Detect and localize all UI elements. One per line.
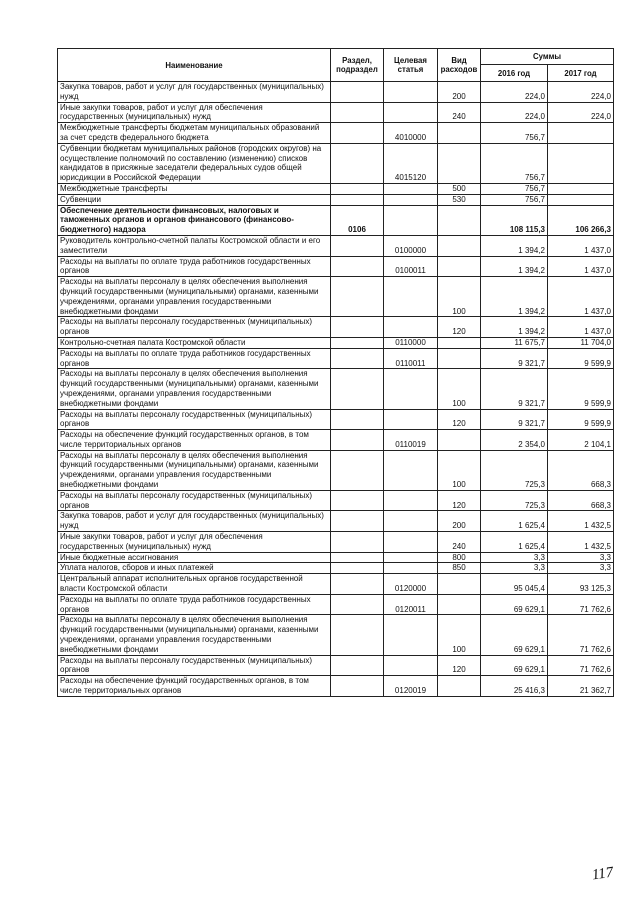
row-2016-cell: 69 629,1 <box>481 655 548 676</box>
row-2017-cell: 11 704,0 <box>548 337 614 348</box>
row-kind-cell <box>438 676 481 697</box>
header-2016: 2016 год <box>481 65 548 82</box>
row-target-cell <box>384 369 438 409</box>
row-name-cell: Иные закупки товаров, работ и услуг для обеспечения государственных (муниципальных) нужд <box>58 532 331 553</box>
row-name-cell: Расходы на выплаты персоналу в целях обеспечения выполнения функций государственными (муниципальными) органами, казенными учреждениями, органами управления государственными внебюджетными фондами <box>58 369 331 409</box>
row-section-cell <box>331 511 384 532</box>
table-row <box>58 511 614 532</box>
table-row <box>58 676 614 697</box>
row-kind-cell: 100 <box>438 615 481 655</box>
row-section-cell <box>331 143 384 183</box>
row-target-cell: 0120019 <box>384 676 438 697</box>
row-kind-cell: 850 <box>438 563 481 574</box>
row-kind-cell: 240 <box>438 102 481 123</box>
row-2016-cell: 1 394,2 <box>481 277 548 317</box>
table-body <box>58 82 614 697</box>
row-kind-cell: 800 <box>438 552 481 563</box>
table-row <box>58 490 614 511</box>
row-2016-cell: 1 394,2 <box>481 235 548 256</box>
row-kind-cell <box>438 256 481 277</box>
row-name-cell: Расходы на выплаты по оплате труда работников государственных органов <box>58 348 331 369</box>
row-2016-cell: 725,3 <box>481 450 548 490</box>
row-2017-cell: 9 599,9 <box>548 369 614 409</box>
row-kind-cell: 100 <box>438 277 481 317</box>
row-name-cell: Иные закупки товаров, работ и услуг для обеспечения государственных (муниципальных) нужд <box>58 102 331 123</box>
table-row <box>58 655 614 676</box>
row-target-cell <box>384 317 438 338</box>
table-row <box>58 594 614 615</box>
row-target-cell: 0110019 <box>384 430 438 451</box>
row-name-cell: Расходы на выплаты персоналу в целях обеспечения выполнения функций государственными (муниципальными) органами, казенными учреждениями, органами управления государственными внебюджетными фондами <box>58 450 331 490</box>
row-target-cell <box>384 183 438 194</box>
row-section-cell <box>331 676 384 697</box>
row-section-cell <box>331 102 384 123</box>
row-2017-cell: 93 125,3 <box>548 574 614 595</box>
row-2017-cell: 668,3 <box>548 450 614 490</box>
row-section-cell <box>331 82 384 103</box>
row-2017-cell: 668,3 <box>548 490 614 511</box>
table-row <box>58 369 614 409</box>
row-name-cell: Расходы на выплаты персоналу государственных (муниципальных) органов <box>58 655 331 676</box>
row-kind-cell <box>438 235 481 256</box>
row-target-cell <box>384 511 438 532</box>
row-section-cell <box>331 277 384 317</box>
row-section-cell <box>331 552 384 563</box>
row-2016-cell: 224,0 <box>481 102 548 123</box>
row-target-cell <box>384 277 438 317</box>
row-name-cell: Межбюджетные трансферты бюджетам муниципальных образований за счет средств федерального бюджета <box>58 123 331 144</box>
row-kind-cell: 500 <box>438 183 481 194</box>
row-2016-cell: 9 321,7 <box>481 369 548 409</box>
header-sums: Суммы <box>481 49 614 65</box>
table-row <box>58 143 614 183</box>
row-kind-cell: 100 <box>438 369 481 409</box>
row-kind-cell <box>438 574 481 595</box>
row-2017-cell: 106 266,3 <box>548 205 614 235</box>
row-section-cell <box>331 123 384 144</box>
row-section-cell <box>331 317 384 338</box>
row-2016-cell: 1 394,2 <box>481 256 548 277</box>
table-row <box>58 277 614 317</box>
row-2017-cell: 1 437,0 <box>548 317 614 338</box>
row-name-cell: Расходы на выплаты персоналу государственных (муниципальных) органов <box>58 317 331 338</box>
row-kind-cell <box>438 205 481 235</box>
row-section-cell <box>331 532 384 553</box>
row-2016-cell: 1 394,2 <box>481 317 548 338</box>
row-target-cell <box>384 450 438 490</box>
row-2017-cell: 9 599,9 <box>548 409 614 430</box>
table-row <box>58 450 614 490</box>
table-row <box>58 123 614 144</box>
header-name: Наименование <box>58 49 331 82</box>
row-name-cell: Межбюджетные трансферты <box>58 183 331 194</box>
row-kind-cell: 200 <box>438 511 481 532</box>
row-name-cell: Закупка товаров, работ и услуг для государственных (муниципальных) нужд <box>58 511 331 532</box>
row-kind-cell: 120 <box>438 409 481 430</box>
row-2016-cell: 1 625,4 <box>481 511 548 532</box>
row-section-cell <box>331 615 384 655</box>
row-2016-cell: 756,7 <box>481 183 548 194</box>
row-2017-cell: 21 362,7 <box>548 676 614 697</box>
row-name-cell: Субвенции бюджетам муниципальных районов (городских округов) на осуществление полномочий по составлению (изменению) списков кандидатов в присяжные заседатели федеральных судов общей юрисдикции в Российской Федерации <box>58 143 331 183</box>
row-target-cell: 0120011 <box>384 594 438 615</box>
row-section-cell <box>331 348 384 369</box>
row-name-cell: Центральный аппарат исполнительных органов государственной власти Костромской области <box>58 574 331 595</box>
row-target-cell <box>384 615 438 655</box>
row-target-cell <box>384 82 438 103</box>
row-2016-cell: 3,3 <box>481 552 548 563</box>
row-2016-cell: 11 675,7 <box>481 337 548 348</box>
row-section-cell <box>331 183 384 194</box>
row-2017-cell: 2 104,1 <box>548 430 614 451</box>
row-2017-cell <box>548 123 614 144</box>
row-section-cell <box>331 594 384 615</box>
row-name-cell: Субвенции <box>58 194 331 205</box>
row-kind-cell <box>438 348 481 369</box>
row-kind-cell: 120 <box>438 655 481 676</box>
row-name-cell: Иные бюджетные ассигнования <box>58 552 331 563</box>
row-name-cell: Контрольно-счетная палата Костромской области <box>58 337 331 348</box>
row-2016-cell: 756,7 <box>481 194 548 205</box>
row-target-cell: 0100000 <box>384 235 438 256</box>
row-2016-cell: 756,7 <box>481 123 548 144</box>
row-section-cell: 0106 <box>331 205 384 235</box>
row-target-cell <box>384 490 438 511</box>
row-2017-cell: 71 762,6 <box>548 594 614 615</box>
table-row <box>58 615 614 655</box>
table-row <box>58 532 614 553</box>
row-2016-cell: 69 629,1 <box>481 594 548 615</box>
page-number: 117 <box>590 864 615 884</box>
row-kind-cell <box>438 594 481 615</box>
row-2017-cell: 1 437,0 <box>548 256 614 277</box>
row-kind-cell: 100 <box>438 450 481 490</box>
row-kind-cell: 120 <box>438 317 481 338</box>
table-row <box>58 574 614 595</box>
row-target-cell <box>384 655 438 676</box>
row-section-cell <box>331 194 384 205</box>
row-kind-cell: 530 <box>438 194 481 205</box>
row-kind-cell: 120 <box>438 490 481 511</box>
row-2017-cell: 1 437,0 <box>548 235 614 256</box>
row-kind-cell: 240 <box>438 532 481 553</box>
row-2016-cell: 2 354,0 <box>481 430 548 451</box>
table-row <box>58 563 614 574</box>
row-2017-cell: 1 432,5 <box>548 532 614 553</box>
budget-table <box>57 48 614 697</box>
row-name-cell: Расходы на выплаты персоналу государственных (муниципальных) органов <box>58 409 331 430</box>
row-2016-cell: 224,0 <box>481 82 548 103</box>
row-2016-cell: 25 416,3 <box>481 676 548 697</box>
row-2016-cell: 108 115,3 <box>481 205 548 235</box>
row-name-cell: Расходы на выплаты по оплате труда работников государственных органов <box>58 256 331 277</box>
row-target-cell <box>384 563 438 574</box>
table-row <box>58 183 614 194</box>
row-2017-cell: 9 599,9 <box>548 348 614 369</box>
row-2017-cell <box>548 183 614 194</box>
row-section-cell <box>331 563 384 574</box>
row-2016-cell: 1 625,4 <box>481 532 548 553</box>
row-2017-cell: 71 762,6 <box>548 615 614 655</box>
row-section-cell <box>331 430 384 451</box>
row-2017-cell: 3,3 <box>548 552 614 563</box>
row-name-cell: Расходы на выплаты персоналу государственных (муниципальных) органов <box>58 490 331 511</box>
row-2016-cell: 3,3 <box>481 563 548 574</box>
row-name-cell: Обеспечение деятельности финансовых, налоговых и таможенных органов и органов финансового (финансово-бюджетного) надзора <box>58 205 331 235</box>
row-section-cell <box>331 490 384 511</box>
row-2017-cell: 1 432,5 <box>548 511 614 532</box>
header-target: Целевая статья <box>384 49 438 82</box>
row-name-cell: Расходы на выплаты по оплате труда работников государственных органов <box>58 594 331 615</box>
row-2016-cell: 725,3 <box>481 490 548 511</box>
row-name-cell: Руководитель контрольно-счетной палаты Костромской области и его заместители <box>58 235 331 256</box>
row-name-cell: Расходы на обеспечение функций государственных органов, в том числе территориальных органов <box>58 430 331 451</box>
row-2016-cell: 95 045,4 <box>481 574 548 595</box>
row-target-cell <box>384 409 438 430</box>
table-row <box>58 205 614 235</box>
table-row <box>58 430 614 451</box>
header-section: Раздел, подраздел <box>331 49 384 82</box>
row-target-cell: 0120000 <box>384 574 438 595</box>
row-target-cell: 4015120 <box>384 143 438 183</box>
row-target-cell <box>384 102 438 123</box>
row-2017-cell: 71 762,6 <box>548 655 614 676</box>
row-target-cell <box>384 205 438 235</box>
row-kind-cell <box>438 337 481 348</box>
row-2017-cell <box>548 143 614 183</box>
row-name-cell: Закупка товаров, работ и услуг для государственных (муниципальных) нужд <box>58 82 331 103</box>
row-section-cell <box>331 574 384 595</box>
row-kind-cell <box>438 430 481 451</box>
row-kind-cell <box>438 143 481 183</box>
table-row <box>58 348 614 369</box>
row-2017-cell: 3,3 <box>548 563 614 574</box>
row-2017-cell <box>548 194 614 205</box>
table-row <box>58 235 614 256</box>
row-2017-cell: 224,0 <box>548 82 614 103</box>
row-kind-cell <box>438 123 481 144</box>
row-target-cell: 0110000 <box>384 337 438 348</box>
row-section-cell <box>331 450 384 490</box>
table-row <box>58 409 614 430</box>
table-row <box>58 194 614 205</box>
row-section-cell <box>331 256 384 277</box>
row-section-cell <box>331 235 384 256</box>
row-name-cell: Расходы на обеспечение функций государственных органов, в том числе территориальных органов <box>58 676 331 697</box>
row-2016-cell: 9 321,7 <box>481 409 548 430</box>
row-2017-cell: 1 437,0 <box>548 277 614 317</box>
table-row <box>58 317 614 338</box>
table-row <box>58 82 614 103</box>
table-row <box>58 337 614 348</box>
row-section-cell <box>331 369 384 409</box>
table-row <box>58 102 614 123</box>
row-2016-cell: 69 629,1 <box>481 615 548 655</box>
row-name-cell: Расходы на выплаты персоналу в целях обеспечения выполнения функций государственными (муниципальными) органами, казенными учреждениями, органами управления государственными внебюджетными фондами <box>58 615 331 655</box>
row-kind-cell: 200 <box>438 82 481 103</box>
table-row <box>58 552 614 563</box>
row-name-cell: Расходы на выплаты персоналу в целях обеспечения выполнения функций государственными (муниципальными) органами, казенными учреждениями, органами управления государственными внебюджетными фондами <box>58 277 331 317</box>
row-name-cell: Уплата налогов, сборов и иных платежей <box>58 563 331 574</box>
row-section-cell <box>331 409 384 430</box>
row-2017-cell: 224,0 <box>548 102 614 123</box>
row-target-cell <box>384 552 438 563</box>
row-target-cell: 0100011 <box>384 256 438 277</box>
table-row <box>58 256 614 277</box>
row-target-cell: 4010000 <box>384 123 438 144</box>
row-2016-cell: 9 321,7 <box>481 348 548 369</box>
row-2016-cell: 756,7 <box>481 143 548 183</box>
row-target-cell: 0110011 <box>384 348 438 369</box>
row-section-cell <box>331 337 384 348</box>
row-target-cell <box>384 532 438 553</box>
header-2017: 2017 год <box>548 65 614 82</box>
row-section-cell <box>331 655 384 676</box>
row-target-cell <box>384 194 438 205</box>
header-kind: Вид расходов <box>438 49 481 82</box>
